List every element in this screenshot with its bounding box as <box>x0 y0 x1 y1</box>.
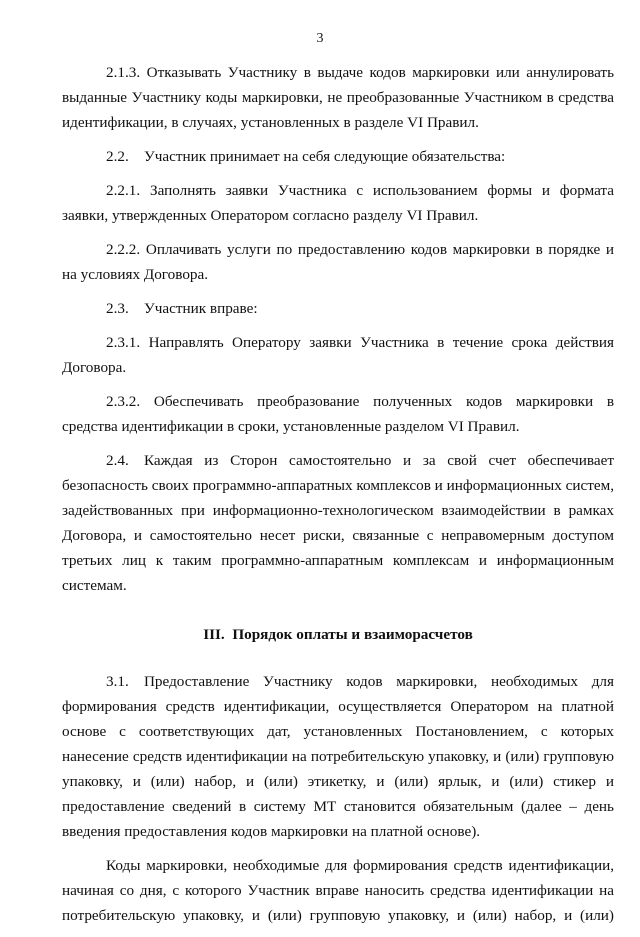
clause-2-2-2: 2.2.2. Оплачивать услуги по предоставлению кодов маркировки в порядке и на условиях Договора. <box>62 241 614 283</box>
clause-2-3-2: 2.3.2. Обеспечивать преобразование полученных кодов маркировки в средства идентификации в сроки, установленные разделом VI Правил. <box>62 393 614 435</box>
clause-2-3-1: 2.3.1. Направлять Оператору заявки Участника в течение срока действия Договора. <box>62 334 614 376</box>
page-number: 3 <box>316 31 324 46</box>
clause-2-1-3: 2.1.3. Отказывать Участнику в выдаче кодов маркировки или аннулировать выданные Участнику коды маркировки, не преобразованные Участником в средства идентификации, в случаях, установленных в разделе VI Правил. <box>62 64 614 131</box>
clause-3-1: 3.1. Предоставление Участнику кодов маркировки, необходимых для формирования средств идентификации, осуществляется Оператором на платной основе с соответствующих дат, установленных Постановлением, с которых нанесение средств идентификации на потребительскую упаковку, и (или) групповую упаковку, и (или) набор, и (или) этикетку, и (или) ярлык, и (или) стикер и предоставление сведений в систему МТ становится обязательным (далее – день введения предоставления кодов маркировки на платной основе). <box>62 673 614 840</box>
document-body <box>62 60 614 937</box>
clause-2-2-1: 2.2.1. Заполнять заявки Участника с использованием формы и формата заявки, утвержденных Оператором согласно разделу VI Правил. <box>62 182 614 224</box>
clause-2-3: 2.3. Участник вправе: <box>106 300 258 317</box>
codes-paragraph: Коды маркировки, необходимые для формирования средств идентификации, начиная со дня, с которого Участник вправе наносить средства идентификации на потребительскую упаковку, и (или) групповую упаковку, и (или) набор, и (или) <box>62 857 614 924</box>
clause-2-2: 2.2. Участник принимает на себя следующие обязательства: <box>106 148 506 165</box>
clause-2-4: 2.4. Каждая из Сторон самостоятельно и за свой счет обеспечивает безопасность своих программно-аппаратных комплексов и информационных систем, задействованных при информационно-технологическом взаимодействии в рамках Договора, и самостоятельно несет риски, связанные с неправомерным доступом третьих лиц к таким программно-аппаратным комплексам и информационным системам. <box>62 452 614 594</box>
section-heading: III. Порядок оплаты и взаиморасчетов <box>203 626 473 643</box>
